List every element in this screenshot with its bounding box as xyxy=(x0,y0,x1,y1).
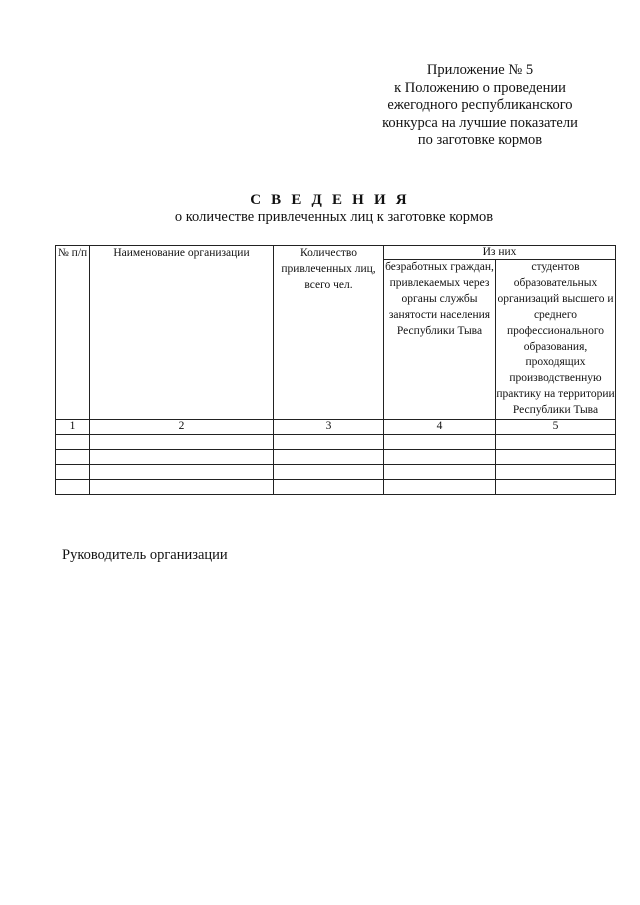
table-cell xyxy=(56,480,90,495)
header-unemployed: безработных граждан, привлекаемых через органы службы занятости населения Республики Тыва xyxy=(384,260,496,420)
table-row xyxy=(56,450,616,465)
table-cell xyxy=(274,435,384,450)
table-cell xyxy=(90,435,274,450)
table-cell xyxy=(496,450,616,465)
table-cell xyxy=(56,465,90,480)
table-cell xyxy=(496,435,616,450)
header-students: студентов образовательных организаций высшего и среднего профессионального образования, проходящих производственную практику на территории Республики Тыва xyxy=(496,260,616,420)
table-row xyxy=(56,465,616,480)
table-row xyxy=(56,435,616,450)
table-header-row xyxy=(56,246,616,260)
table-cell xyxy=(56,450,90,465)
table-cell xyxy=(384,435,496,450)
header-of-them: Из них xyxy=(384,246,616,260)
appendix-header xyxy=(355,62,605,150)
table-index-row xyxy=(56,420,616,435)
table-cell xyxy=(56,435,90,450)
table-cell xyxy=(384,480,496,495)
report-table xyxy=(55,245,616,495)
index-cell: 4 xyxy=(384,420,496,435)
table-cell xyxy=(384,450,496,465)
table-cell xyxy=(90,450,274,465)
index-cell: 3 xyxy=(274,420,384,435)
appendix-line: ежегодного республиканского xyxy=(387,97,573,114)
table-cell xyxy=(274,465,384,480)
table-cell xyxy=(274,450,384,465)
table-cell xyxy=(384,465,496,480)
index-cell: 1 xyxy=(56,420,90,435)
document-subtitle: о количестве привлеченных лиц к заготовке кормов xyxy=(174,209,494,225)
index-cell: 2 xyxy=(90,420,274,435)
table-cell xyxy=(274,480,384,495)
table-cell xyxy=(90,480,274,495)
document-title: С В Е Д Е Н И Я xyxy=(250,192,410,208)
appendix-line: к Положению о проведении xyxy=(394,79,566,96)
header-total-count: Количество привлеченных лиц, всего чел. xyxy=(274,246,384,420)
appendix-line: Приложение № 5 xyxy=(426,62,534,78)
table-cell xyxy=(496,465,616,480)
index-cell: 5 xyxy=(496,420,616,435)
header-number: № п/п xyxy=(56,246,90,420)
table-cell xyxy=(90,465,274,480)
table-cell xyxy=(496,480,616,495)
appendix-line: по заготовке кормов xyxy=(417,132,543,149)
header-organization-name: Наименование организации xyxy=(90,246,274,420)
appendix-line: конкурса на лучшие показатели xyxy=(382,114,578,131)
signature-label: Руководитель организации xyxy=(62,547,228,563)
table-row xyxy=(56,480,616,495)
